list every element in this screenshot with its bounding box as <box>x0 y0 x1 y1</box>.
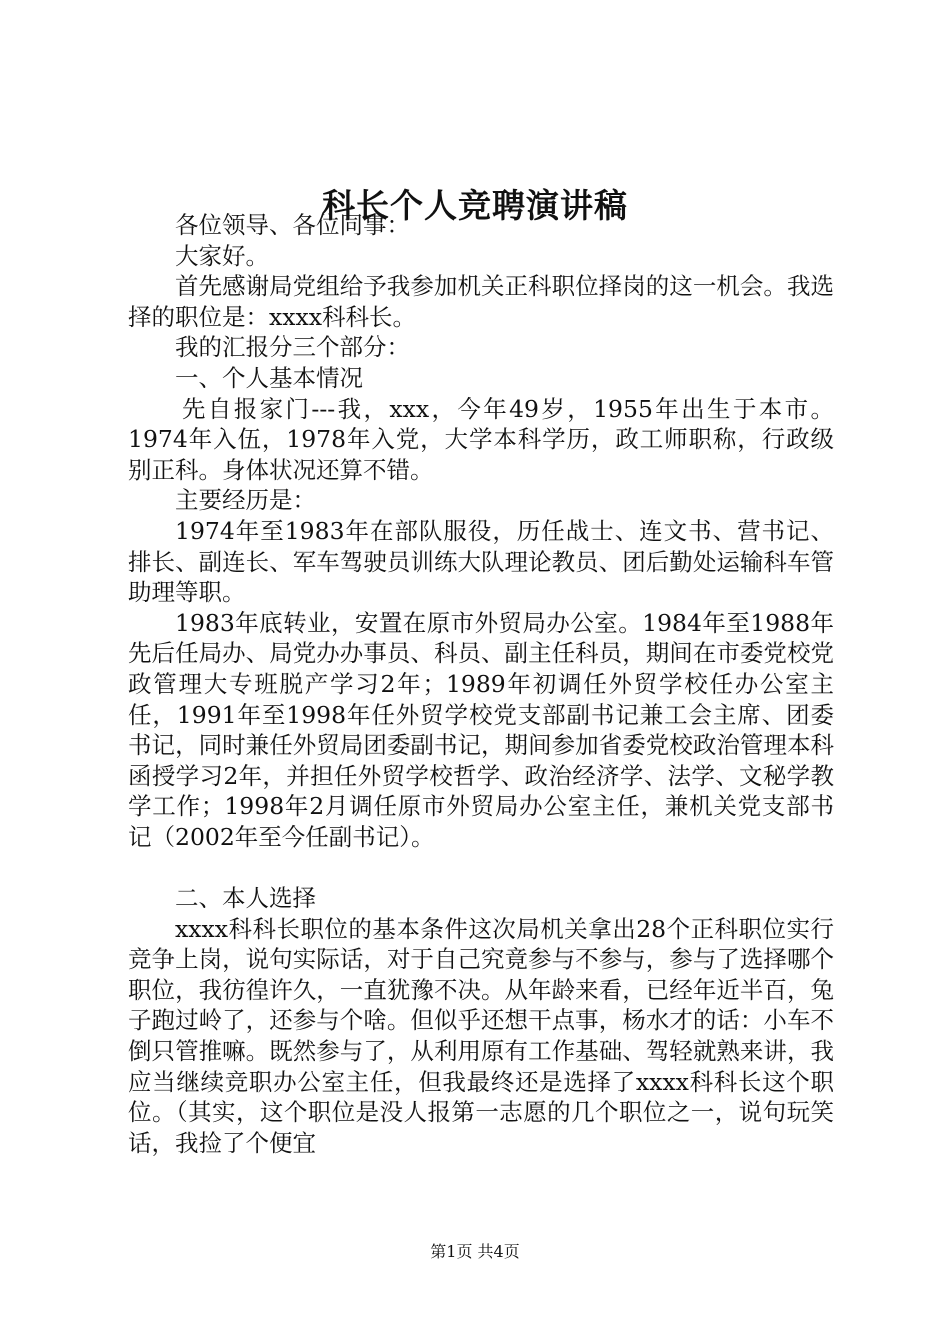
page-number: 第1页 共4页 <box>430 1242 520 1261</box>
career-paragraph: 1983年底转业，安置在原市外贸局办公室。1984年至1988年先后任局办、局党办办事员、科员、副主任科员，期间在市委党校党政管理大专班脱产学习2年；1989年初调任外贸学校任办公室主任，1991年至1998年任外贸学校党支部副书记兼工会主席、团委书记，同时兼任外贸局团委副书记，期间参加省委党校政治管理本科函授学习2年，并担任外贸学校哲学、政治经济学、法学、文秘学教学工作；1998年2月调任原市外贸局办公室主任，兼机关党支部书记（2002年至今任副书记）。 <box>128 608 834 851</box>
section-heading-2: 二、本人选择 <box>175 884 316 913</box>
choice-paragraph: xxxx科科长职位的基本条件这次局机关拿出28个正科职位实行竞争上岗，说句实际话，对于自己究竟参与不参与，参与了选择哪个职位，我彷徨许久，一直犹豫不决。从年龄来看，已经年近半百，兔子跑过岭了，还参与个啥。但似乎还想干点事，杨水才的话：小车不倒只管推嘛。既然参与了，从利用原有工作基础、驾轻就熟来讲，我应当继续竞职办公室主任，但我最终还是选择了xxxx科科长这个职位。（其实，这个职位是没人报第一志愿的几个职位之一，说句玩笑话，我捡了个便宜 <box>128 914 834 1157</box>
opening-paragraph: 首先感谢局党组给予我参加机关正科职位择岗的这一机会。我选择的职位是：xxxx科科长。 <box>128 272 834 331</box>
document-body <box>128 210 834 1158</box>
page-title: 科长个人竞聘演讲稿 <box>322 186 628 225</box>
salutation: 各位领导、各位同事： <box>175 211 410 239</box>
personal-info-paragraph: 先自报家门---我，xxx，今年49岁，1955年出生于本市。1974年入伍，1978年入党，大学本科学历，政工师职称，行政级别正科。身体状况还算不错。 <box>128 394 834 484</box>
military-experience-paragraph: 1974年至1983年在部队服役，历任战士、连文书、营书记、排长、副连长、军车驾驶员训练大队理论教员、团后勤处运输科车管助理等职。 <box>128 516 834 607</box>
blank-line <box>128 852 834 883</box>
outline-intro: 我的汇报分三个部分： <box>175 333 410 362</box>
section-heading-1: 一、个人基本情况 <box>175 363 363 392</box>
greeting: 大家好。 <box>175 241 269 270</box>
experience-intro: 主要经历是： <box>175 486 316 515</box>
